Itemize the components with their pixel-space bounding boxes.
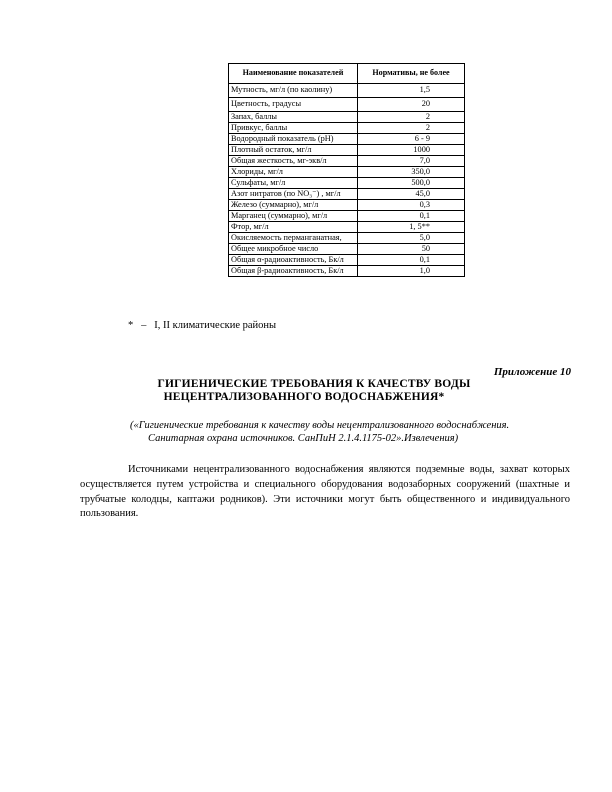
indicator-name: Азот нитратов (по NO₃⁻) , мг/л (229, 189, 358, 200)
table-row (229, 189, 465, 200)
table-row (229, 178, 465, 189)
norm-value: 0,1 (358, 211, 465, 222)
table-row (229, 123, 465, 134)
water-quality-norms-table (228, 63, 465, 277)
norm-value: 20 (358, 98, 465, 112)
indicator-name: Общая β-радиоактивность, Бк/л (229, 266, 358, 277)
indicator-name: Фтор, мг/л (229, 222, 358, 233)
table-row (229, 233, 465, 244)
indicator-name: Мутность, мг/л (по каолину) (229, 84, 358, 98)
section-title-line-1: ГИГИЕНИЧЕСКИЕ ТРЕБОВАНИЯ К КАЧЕСТВУ ВОДЫ (157, 378, 471, 390)
indicator-name: Окисляемость перманганатная, (229, 233, 358, 244)
source-citation-line-1: («Гигиенические требования к качеству воды нецентрализованного водоснабжения. (130, 420, 510, 431)
norm-value: 50 (358, 244, 465, 255)
norm-value: 45,0 (358, 189, 465, 200)
indicator-name: Цветность, градусы (229, 98, 358, 112)
column-header-indicator: Наименование показателей (229, 64, 358, 84)
indicator-name: Железо (суммарно), мг/л (229, 200, 358, 211)
table-row (229, 84, 465, 98)
indicator-name: Запах, баллы (229, 112, 358, 123)
indicator-name: Привкус, баллы (229, 123, 358, 134)
table-row (229, 222, 465, 233)
table-row (229, 134, 465, 145)
norm-value: 2 (358, 123, 465, 134)
footnote-climate-regions: * – I, II климатические районы (128, 320, 277, 331)
norm-value: 1000 (358, 145, 465, 156)
appendix-label: Приложение 10 (493, 366, 571, 378)
norm-value: 350,0 (358, 167, 465, 178)
indicator-name: Водородный показатель (pH) (229, 134, 358, 145)
indicator-name: Общее микробное число (229, 244, 358, 255)
norm-value: 500,0 (358, 178, 465, 189)
table-row (229, 244, 465, 255)
table-row (229, 200, 465, 211)
norm-value: 2 (358, 112, 465, 123)
table-row (229, 266, 465, 277)
indicator-name: Общая α-радиоактивность, Бк/л (229, 255, 358, 266)
table-header-row (229, 64, 465, 84)
norm-value: 1,5 (358, 84, 465, 98)
norm-value: 0,1 (358, 255, 465, 266)
table-row (229, 156, 465, 167)
table-row (229, 211, 465, 222)
indicator-name: Общая жесткость, мг-экв/л (229, 156, 358, 167)
indicator-name: Сульфаты, мг/л (229, 178, 358, 189)
indicator-name: Марганец (суммарно), мг/л (229, 211, 358, 222)
table-row (229, 98, 465, 112)
body-paragraph: Источниками нецентрализованного водоснабжения являются подземные воды, захват которых осуществляется путем устройства и специального оборудования водозаборных сооружений (шахтные и трубчатые колодцы, каптажи родников). Эти источники могут быть общественного и индивидуального пользования. (80, 464, 570, 520)
norm-value: 7,0 (358, 156, 465, 167)
column-header-norm: Нормативы, не более (358, 64, 465, 84)
norm-value: 1,0 (358, 266, 465, 277)
section-title-line-2: НЕЦЕНТРАЛИЗОВАННОГО ВОДОСНАБЖЕНИЯ* (163, 391, 445, 403)
table-row (229, 112, 465, 123)
table-row (229, 167, 465, 178)
indicator-name: Хлориды, мг/л (229, 167, 358, 178)
norm-value: 0,3 (358, 200, 465, 211)
indicator-name: Плотный остаток, мг/л (229, 145, 358, 156)
norm-value: 5,0 (358, 233, 465, 244)
table-row (229, 255, 465, 266)
table-row (229, 145, 465, 156)
source-citation-line-2: Санитарная охрана источников. СанПиН 2.1.4.1175-02».Извлечения) (148, 433, 459, 444)
norm-value: 6 - 9 (358, 134, 465, 145)
norm-value: 1, 5** (358, 222, 465, 233)
